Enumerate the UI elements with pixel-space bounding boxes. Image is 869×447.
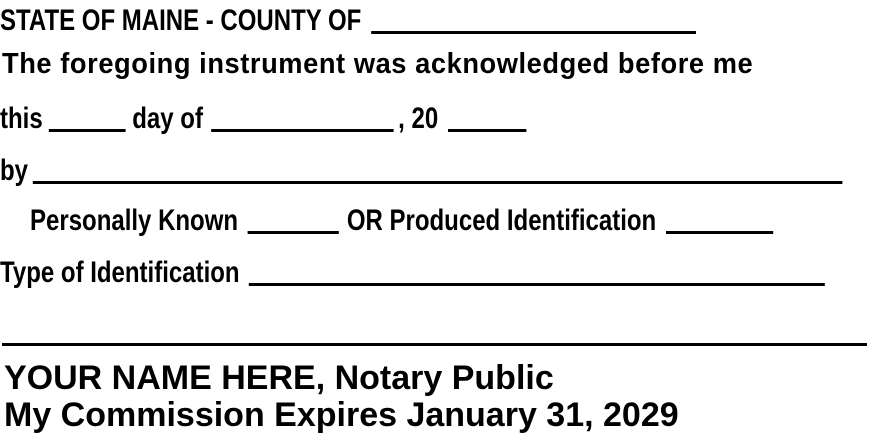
- day-of-label: day of: [132, 102, 203, 135]
- year-prefix-label: , 20: [398, 102, 439, 135]
- day-blank[interactable]: [49, 129, 126, 132]
- county-blank[interactable]: [371, 31, 696, 34]
- date-line: [0, 100, 658, 136]
- year-blank[interactable]: [448, 129, 526, 132]
- acknowledged-line: [2, 47, 801, 81]
- by-label: by: [0, 154, 29, 187]
- type-identification-line: [0, 254, 869, 290]
- type-identification-blank[interactable]: [249, 283, 825, 286]
- state-county-line: [0, 2, 869, 38]
- produced-identification-label: OR Produced Identification: [346, 204, 657, 237]
- notary-name: YOUR NAME HERE, Notary Public: [4, 359, 554, 397]
- month-blank[interactable]: [211, 129, 393, 132]
- commission-expires: My Commission Expires January 31, 2029: [4, 396, 679, 434]
- state-county-label: STATE OF MAINE - COUNTY OF: [0, 4, 362, 37]
- acknowledged-text: The foregoing instrument was acknowledged before me: [2, 48, 754, 80]
- this-label: this: [0, 102, 43, 135]
- signature-line[interactable]: [2, 343, 867, 346]
- by-line: [0, 152, 869, 188]
- identity-line: [30, 202, 869, 238]
- personally-known-label: Personally Known: [30, 204, 239, 237]
- personally-known-blank[interactable]: [248, 231, 339, 234]
- by-name-blank[interactable]: [33, 181, 843, 184]
- produced-identification-blank[interactable]: [666, 231, 773, 234]
- type-identification-label: Type of Identification: [0, 256, 240, 289]
